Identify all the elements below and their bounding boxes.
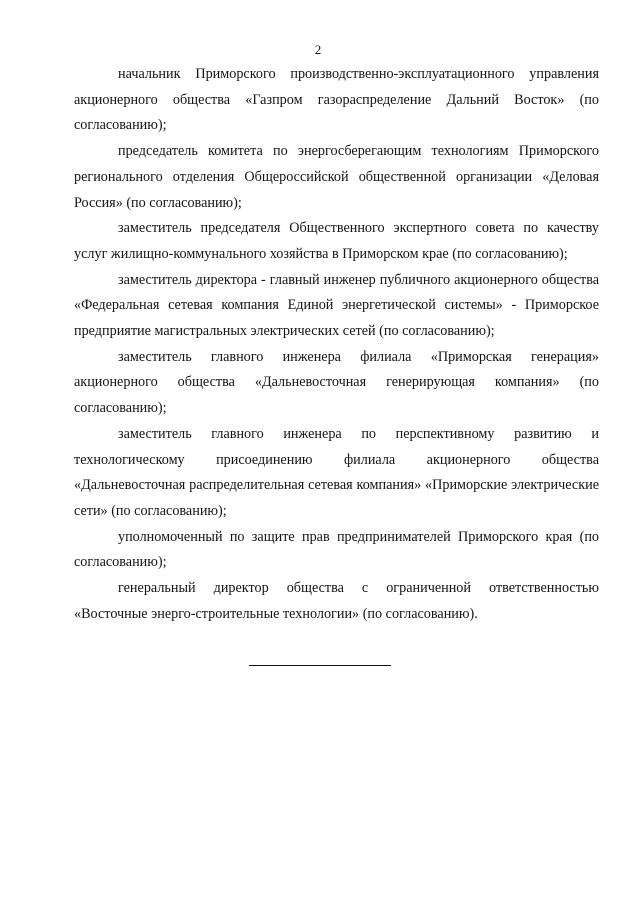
end-separator-line (249, 665, 391, 666)
list-item: председатель комитета по энергосберегающим технологиям Приморского регионального отделения Общероссийской общественной организации «Деловая Россия» (по согласованию); (74, 143, 599, 211)
member-list (74, 62, 599, 627)
list-item: уполномоченный по защите прав предпринимателей Приморского края (по согласованию); (74, 528, 599, 571)
list-item: генеральный директор общества с ограниченной ответственностью «Восточные энерго-строительные технологии» (по согласованию). (74, 580, 599, 622)
page-number: 2 (314, 42, 322, 57)
list-item: заместитель главного инженера филиала «Приморская генерация» акционерного общества «Дальневосточная генерирующая компания» (по согласованию); (74, 348, 599, 417)
list-item: заместитель председателя Общественного экспертного совета по качеству услуг жилищно-коммунального хозяйства в Приморском крае (по согласованию); (74, 220, 599, 262)
list-item: заместитель главного инженера по перспективному развитию и технологическому присоединению филиала акционерного общества «Дальневосточная распределительная сетевая компания» «Приморские электрические сети» (по согласованию); (74, 425, 599, 519)
list-item: начальник Приморского производственно-эксплуатационного управления акционерного общества «Газпром газораспределение Дальний Восток» (по согласованию); (74, 66, 599, 134)
list-item: заместитель директора - главный инженер публичного акционерного общества «Федеральная сетевая компания Единой энергетической системы» - Приморское предприятие магистральных электрических сетей (по согласованию); (74, 271, 599, 340)
